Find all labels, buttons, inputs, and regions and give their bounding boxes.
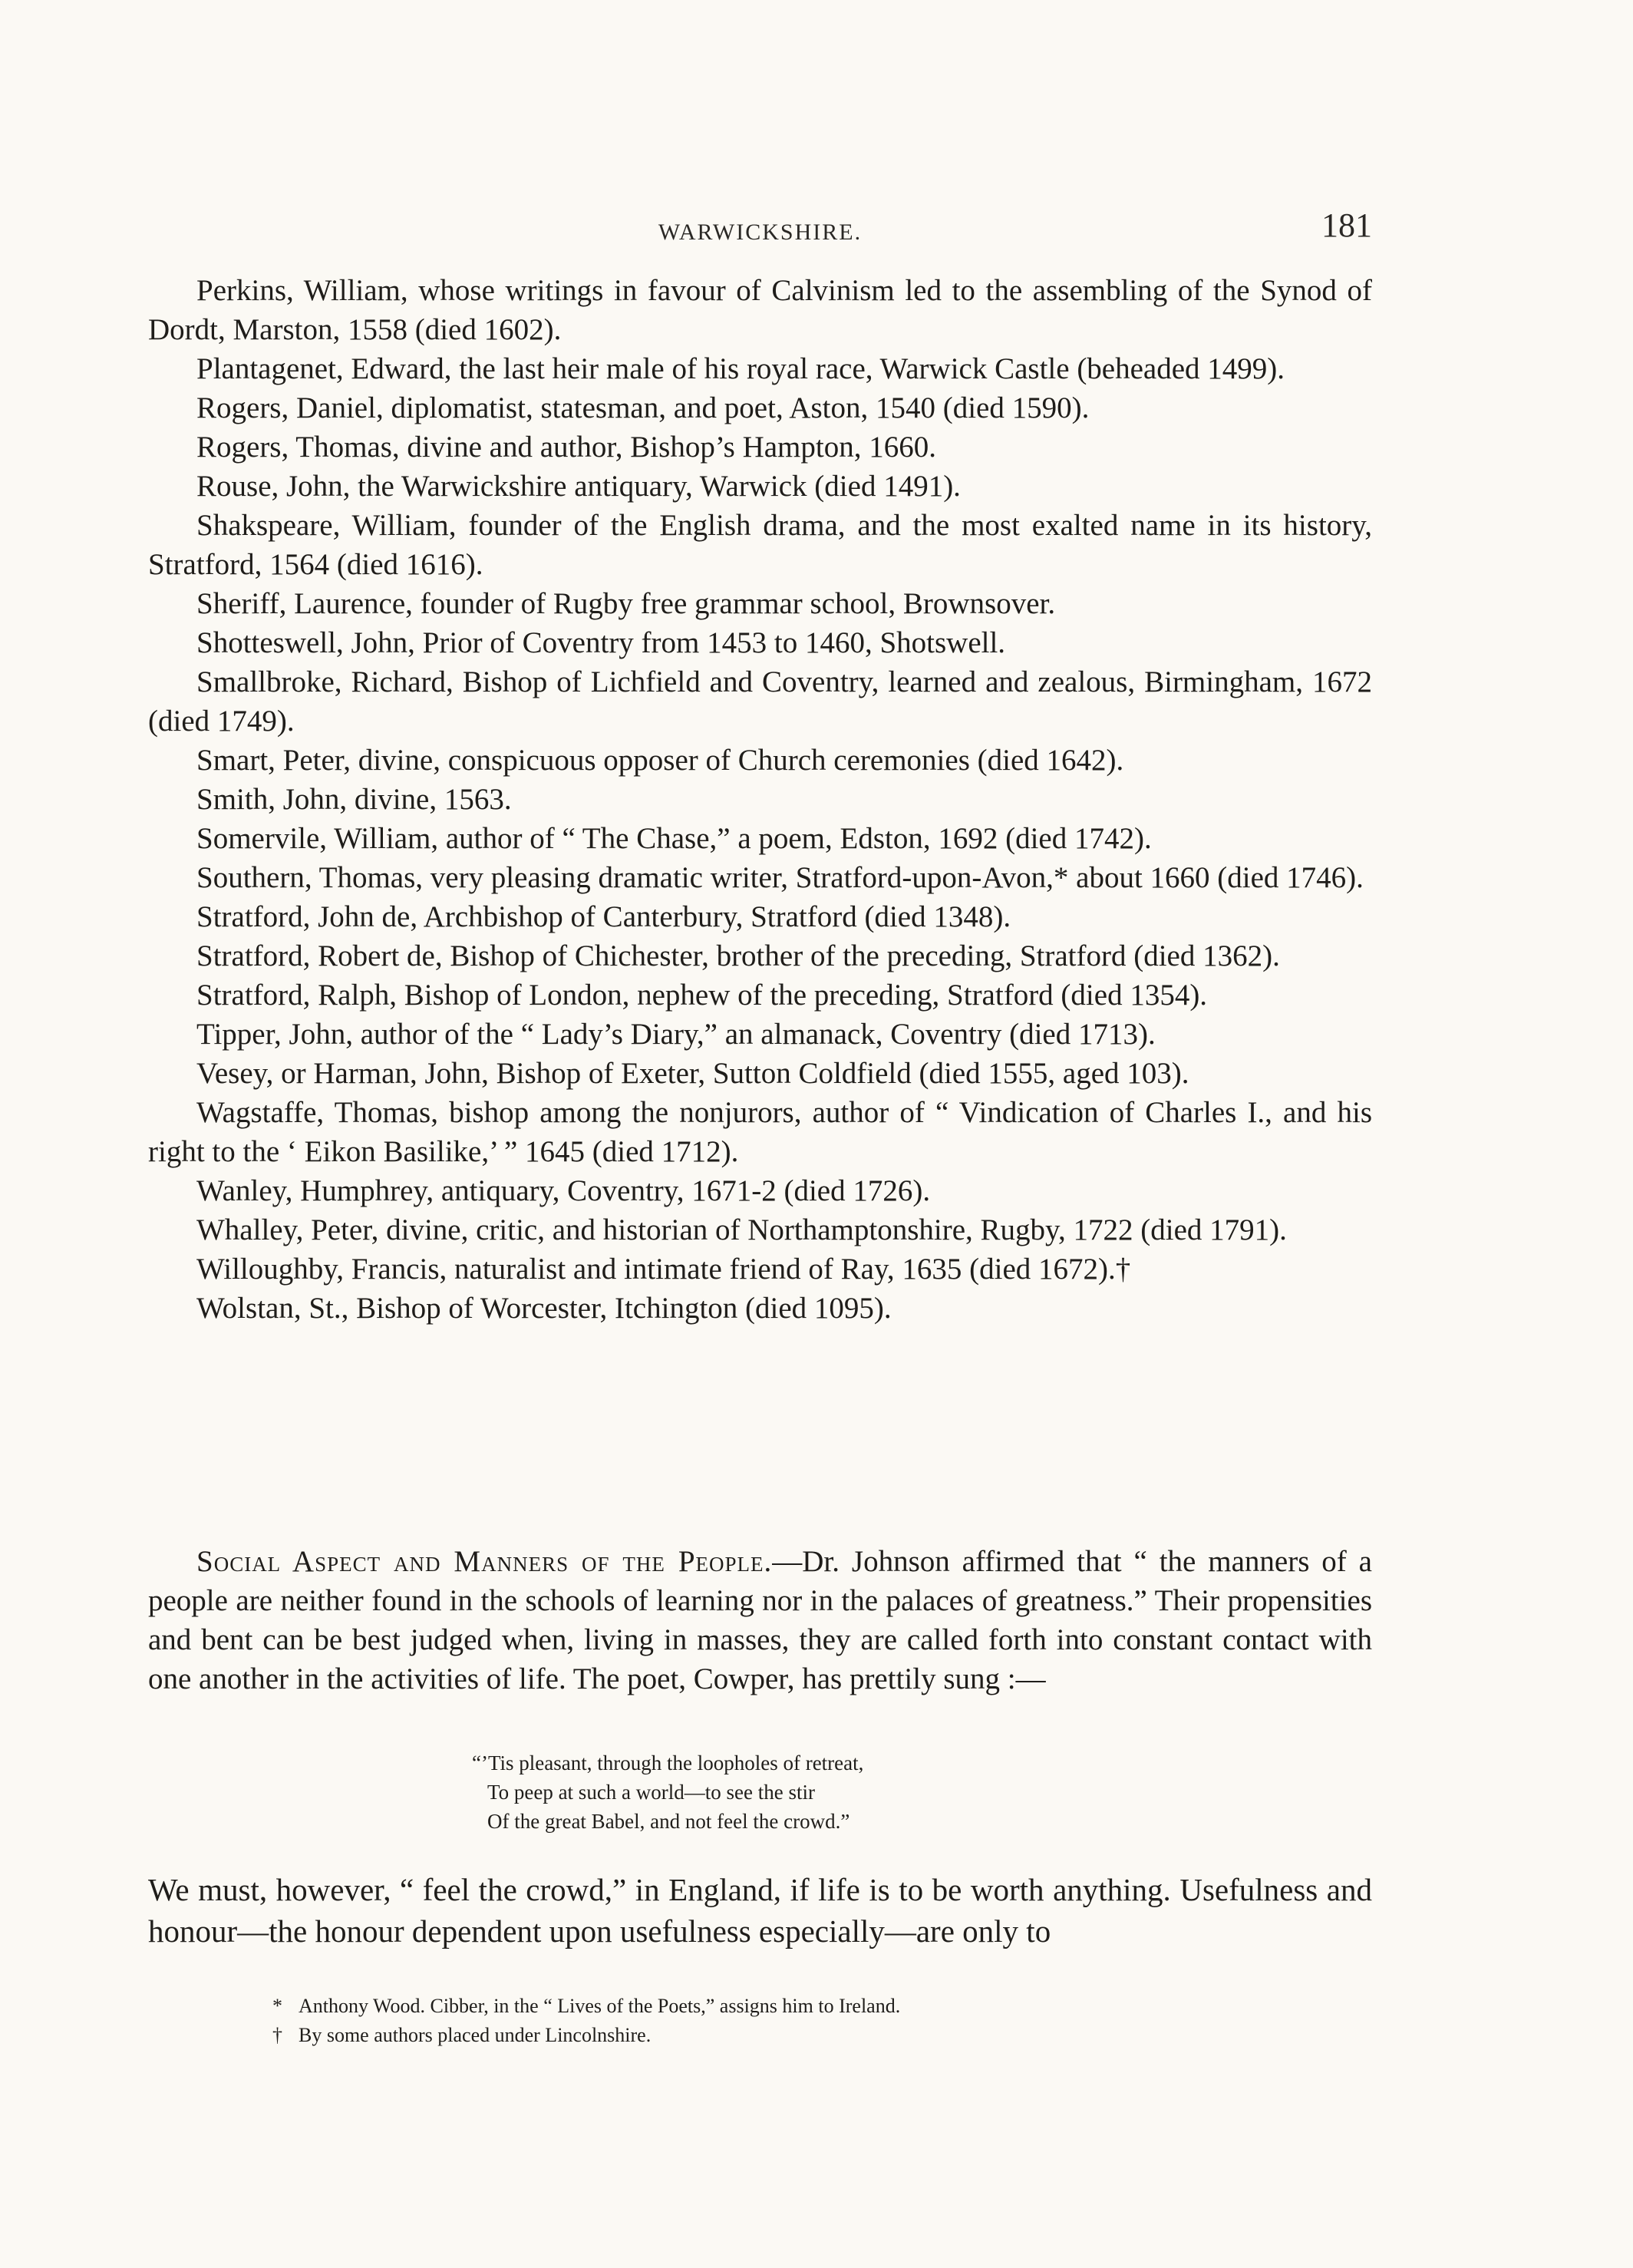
page-header bbox=[148, 206, 1372, 252]
footnote-2 bbox=[272, 2021, 1270, 2050]
biographical-entries bbox=[148, 271, 1372, 1328]
entry-rogers-thomas: Rogers, Thomas, divine and author, Bishop’s Hampton, 1660. bbox=[196, 431, 936, 464]
entry-stratford-john: Stratford, John de, Archbishop of Canterbury, Stratford (died 1348). bbox=[196, 900, 1011, 933]
entry-smith: Smith, John, divine, 1563. bbox=[196, 783, 512, 816]
entry-sheriff: Sheriff, Laurence, founder of Rugby free grammar school, Brownsover. bbox=[196, 587, 1056, 620]
continuation-text bbox=[148, 1869, 1372, 1952]
entry-perkins: Perkins, William, whose writings in favour of Calvinism led to the assembling of the Synod of Dordt, Marston, 1558 (died 1602). bbox=[148, 274, 1372, 346]
section-paragraph bbox=[148, 1542, 1372, 1699]
footnote-text: Anthony Wood. Cibber, in the “ Lives of the Poets,” assigns him to Ireland. bbox=[299, 1995, 901, 2017]
entry-shotteswell: Shotteswell, John, Prior of Coventry from 1453 to 1460, Shotswell. bbox=[196, 626, 1006, 659]
entry-wagstaffe: Wagstaffe, Thomas, bishop among the nonjurors, author of “ Vindication of Charles I., and his right to the ‘ Eikon Basilike,’ ” 1645 (died 1712). bbox=[148, 1096, 1372, 1168]
entry-smart: Smart, Peter, divine, conspicuous opposer of Church ceremonies (died 1642). bbox=[196, 744, 1124, 777]
section-text: —Dr. Johnson affirmed that “ the manners of a people are neither found in the schools of learning nor in the palaces of greatness.” Their propensities and bent can be best judged when, living in masses, they are called forth into constant contact with one another in the activities of life. The poet, Cowper, has prettily sung :— bbox=[148, 1545, 1372, 1695]
quote-line-3: Of the great Babel, and not feel the crowd.” bbox=[487, 1810, 850, 1833]
entry-shakspeare: Shakspeare, William, founder of the English drama, and the most exalted name in its history, Stratford, 1564 (died 1616). bbox=[148, 509, 1372, 581]
footnote-text: By some authors placed under Lincolnshire. bbox=[299, 2024, 652, 2046]
entry-smallbroke: Smallbroke, Richard, Bishop of Lichfield and Coventry, learned and zealous, Birmingham, 1672 (died 1749). bbox=[148, 665, 1372, 738]
entry-rogers-daniel: Rogers, Daniel, diplomatist, statesman, and poet, Aston, 1540 (died 1590). bbox=[196, 391, 1090, 424]
social-aspect-section bbox=[148, 1542, 1372, 1699]
footnote-mark-asterisk: * bbox=[272, 1995, 282, 2017]
footnote-mark-dagger: † bbox=[272, 2024, 282, 2046]
entry-whalley: Whalley, Peter, divine, critic, and historian of Northamptonshire, Rugby, 1722 (died 1791). bbox=[196, 1213, 1287, 1246]
entry-stratford-ralph: Stratford, Ralph, Bishop of London, nephew of the preceding, Stratford (died 1354). bbox=[196, 979, 1208, 1012]
entry-stratford-robert: Stratford, Robert de, Bishop of Chichester, brother of the preceding, Stratford (died 1362). bbox=[196, 939, 1280, 972]
entry-tipper: Tipper, John, author of the “ Lady’s Diary,” an almanack, Coventry (died 1713). bbox=[196, 1018, 1156, 1051]
entry-willoughby: Willoughby, Francis, naturalist and intimate friend of Ray, 1635 (died 1672).† bbox=[196, 1253, 1131, 1286]
footnotes bbox=[272, 1992, 1270, 2050]
entry-rouse: Rouse, John, the Warwickshire antiquary, Warwick (died 1491). bbox=[196, 470, 961, 503]
running-head: WARWICKSHIRE. bbox=[658, 220, 863, 245]
entry-wolstan: Wolstan, St., Bishop of Worcester, Itchington (died 1095). bbox=[196, 1292, 892, 1325]
entry-plantagenet: Plantagenet, Edward, the last heir male of his royal race, Warwick Castle (beheaded 1499). bbox=[196, 352, 1285, 385]
cowper-quote bbox=[472, 1748, 1086, 1836]
entry-southern: Southern, Thomas, very pleasing dramatic writer, Stratford-upon-Avon,* about 1660 (died 1746). bbox=[196, 861, 1364, 894]
continuation-paragraph: We must, however, “ feel the crowd,” in England, if life is to be worth anything. Usefulness and honour—the honour dependent upon usefulness especially—are only to bbox=[148, 1872, 1372, 1949]
entry-vesey: Vesey, or Harman, John, Bishop of Exeter, Sutton Coldfield (died 1555, aged 103). bbox=[196, 1057, 1189, 1090]
quote-line-2: To peep at such a world—to see the stir bbox=[487, 1781, 815, 1804]
section-heading: Social Aspect and Manners of the People. bbox=[196, 1545, 773, 1578]
quote-line-1: “’Tis pleasant, through the loopholes of retreat, bbox=[472, 1751, 864, 1774]
entry-somervile: Somervile, William, author of “ The Chase,” a poem, Edston, 1692 (died 1742). bbox=[196, 822, 1152, 855]
entry-wanley: Wanley, Humphrey, antiquary, Coventry, 1671-2 (died 1726). bbox=[196, 1174, 931, 1207]
page-number: 181 bbox=[1321, 206, 1372, 244]
footnote-1 bbox=[272, 1992, 1270, 2021]
